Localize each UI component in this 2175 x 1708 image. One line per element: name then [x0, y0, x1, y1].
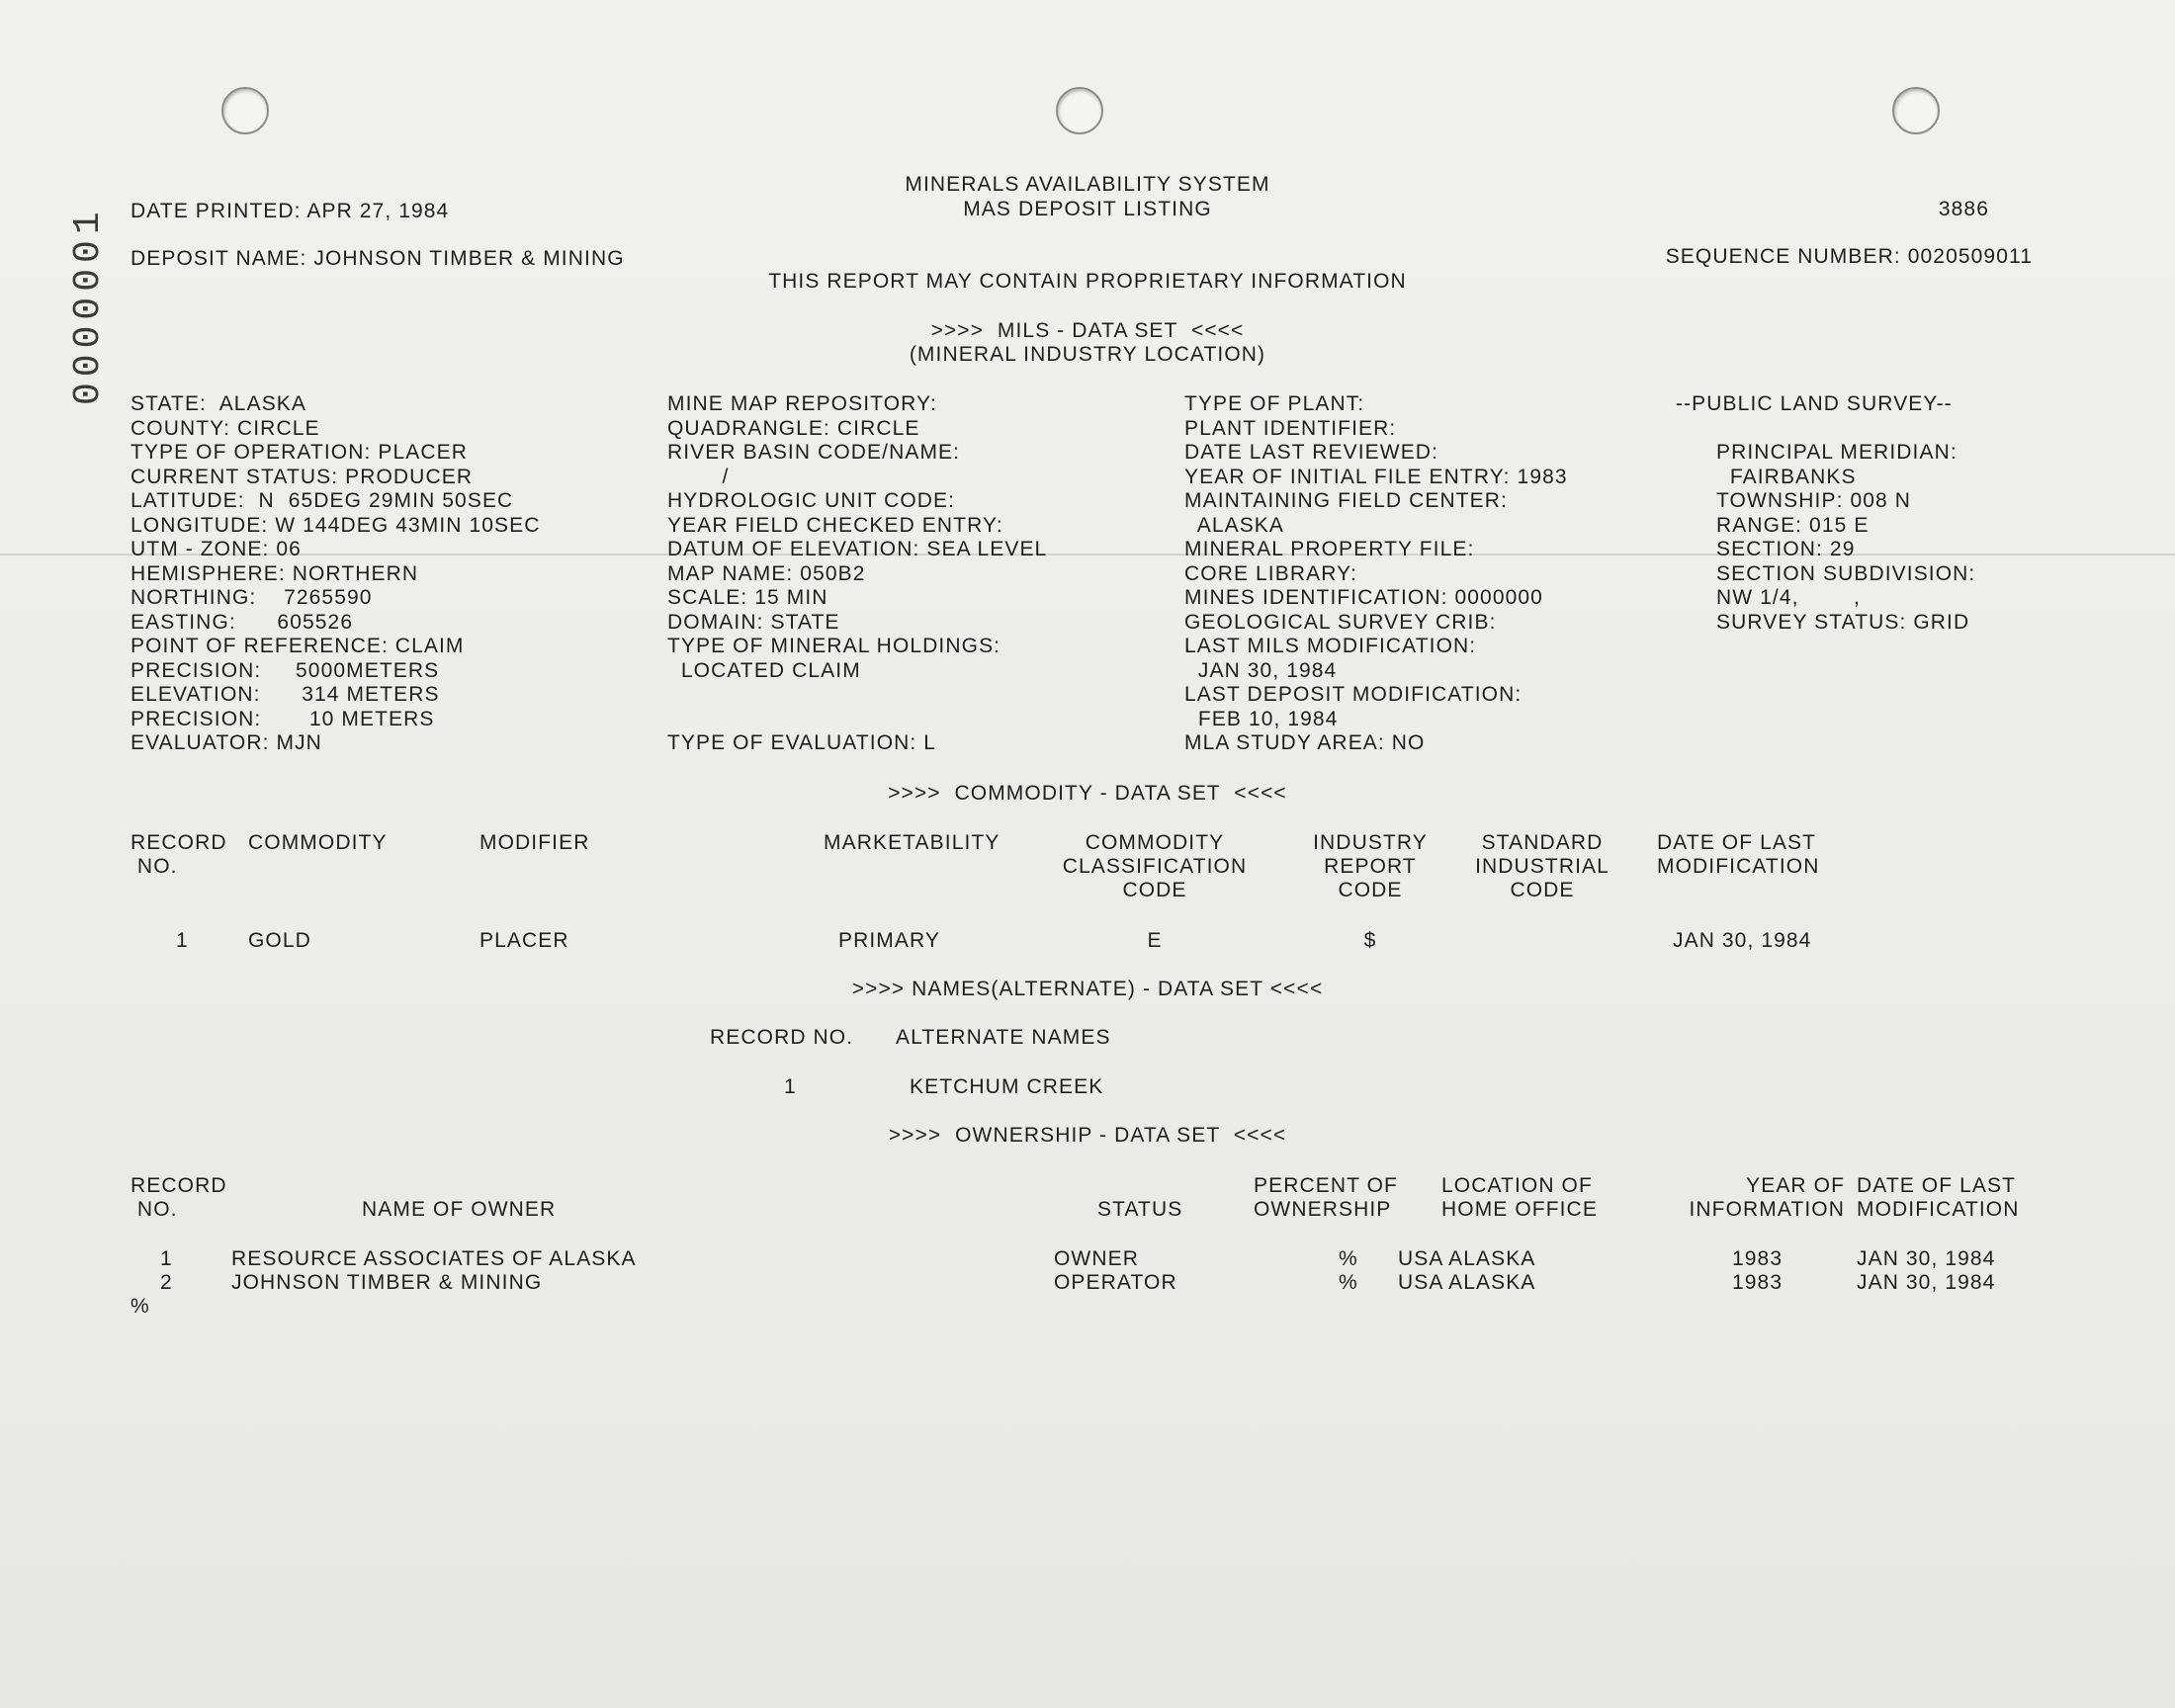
ownership-row-2-status: OPERATOR: [1054, 1271, 1177, 1294]
mils-col3-line: CORE LIBRARY:: [1184, 561, 1357, 585]
names-header-names: ALTERNATE NAMES: [896, 1026, 1111, 1049]
commodity-row-commodity: GOLD: [248, 929, 311, 952]
mils-col1-line: HEMISPHERE: NORTHERN: [130, 561, 419, 585]
mils-col3-line: DATE LAST REVIEWED:: [1184, 441, 1439, 464]
ownership-row-2-record: 2: [160, 1271, 173, 1294]
mils-section-subtitle: (MINERAL INDUSTRY LOCATION): [909, 343, 1266, 366]
commodity-row-marketability: PRIMARY: [838, 929, 940, 952]
mils-col2-line: QUADRANGLE: CIRCLE: [667, 416, 920, 440]
mils-col3-line: MINERAL PROPERTY FILE:: [1184, 538, 1475, 560]
mils-col1-line: COUNTY: CIRCLE: [130, 416, 320, 440]
mils-col1-line: EVALUATOR: MJN: [130, 731, 322, 754]
mils-col2-line: RIVER BASIN CODE/NAME:: [667, 441, 961, 464]
date-printed: DATE PRINTED: APR 27, 1984: [130, 200, 450, 222]
mils-col2-line: HYDROLOGIC UNIT CODE:: [667, 489, 956, 512]
mils-col2-line: TYPE OF MINERAL HOLDINGS:: [667, 635, 1001, 657]
listing-title: MAS DEPOSIT LISTING: [963, 198, 1212, 220]
mils-col4-line: SECTION: 29: [1716, 538, 1856, 560]
commodity-row-record: 1: [176, 929, 189, 952]
commodity-header-record: RECORD NO.: [130, 831, 227, 878]
proprietary-notice: THIS REPORT MAY CONTAIN PROPRIETARY INFORMATION: [768, 270, 1407, 293]
mils-col4-line: PRINCIPAL MERIDIAN:: [1716, 441, 1958, 464]
commodity-header-modifier: MODIFIER: [479, 831, 590, 854]
mils-col1-line: POINT OF REFERENCE: CLAIM: [130, 635, 465, 657]
mils-col3-line: JAN 30, 1984: [1184, 658, 1338, 682]
ownership-header-status: STATUS: [1097, 1198, 1183, 1221]
ownership-row-1-name: RESOURCE ASSOCIATES OF ALASKA: [231, 1247, 637, 1270]
ownership-trailer: %: [130, 1295, 150, 1318]
ownership-row-1-percent: %: [1339, 1247, 1358, 1270]
commodity-header-date: DATE OF LAST MODIFICATION: [1657, 831, 1820, 878]
mils-col2-line: YEAR FIELD CHECKED ENTRY:: [667, 513, 1003, 537]
deposit-name: DEPOSIT NAME: JOHNSON TIMBER & MINING: [130, 247, 625, 270]
commodity-row-industry: $: [1363, 929, 1377, 952]
mils-col1-line: TYPE OF OPERATION: PLACER: [130, 441, 469, 464]
ownership-row-2-date: JAN 30, 1984: [1857, 1271, 1996, 1294]
mils-section-title: >>>> MILS - DATA SET <<<<: [930, 319, 1245, 342]
mils-col2-line: MAP NAME: 050B2: [667, 561, 866, 585]
mils-col1-line: PRECISION: 5000METERS: [130, 658, 440, 682]
mils-col2-line: LOCATED CLAIM: [667, 658, 861, 682]
side-id-number: 0000001: [67, 206, 110, 405]
mils-col2-line: DOMAIN: STATE: [667, 610, 840, 634]
ownership-row-2-percent: %: [1339, 1271, 1358, 1294]
system-title: MINERALS AVAILABILITY SYSTEM: [905, 173, 1270, 196]
punch-hole-center: [1056, 87, 1103, 134]
commodity-section-title: >>>> COMMODITY - DATA SET <<<<: [888, 782, 1287, 805]
ownership-row-2-location: USA ALASKA: [1398, 1271, 1536, 1294]
names-section-title: >>>> NAMES(ALTERNATE) - DATA SET <<<<: [851, 978, 1324, 1000]
ownership-header-name: NAME OF OWNER: [362, 1198, 557, 1221]
mils-col1-line: NORTHING: 7265590: [130, 586, 373, 609]
public-land-survey-title: --PUBLIC LAND SURVEY--: [1676, 392, 1953, 415]
mils-col1-line: LATITUDE: N 65DEG 29MIN 50SEC: [130, 489, 514, 512]
mils-col4-line: FAIRBANKS: [1716, 465, 1857, 488]
commodity-row-modifier: PLACER: [479, 929, 569, 952]
commodity-header-classification: COMMODITY CLASSIFICATION CODE: [1062, 831, 1248, 901]
mils-col2-line: TYPE OF EVALUATION: L: [667, 731, 937, 754]
mils-col2-line: /: [667, 465, 730, 488]
commodity-header-marketability: MARKETABILITY: [824, 831, 1000, 854]
mils-col3-line: GEOLOGICAL SURVEY CRIB:: [1184, 610, 1497, 634]
ownership-row-1-date: JAN 30, 1984: [1857, 1247, 1996, 1270]
mils-col3-line: LAST DEPOSIT MODIFICATION:: [1184, 683, 1522, 706]
commodity-header-commodity: COMMODITY: [248, 831, 388, 854]
names-row-name: KETCHUM CREEK: [910, 1075, 1104, 1098]
ownership-row-1-record: 1: [160, 1247, 173, 1270]
punch-hole-left: [221, 87, 269, 134]
mils-col3-line: MAINTAINING FIELD CENTER:: [1184, 489, 1508, 512]
commodity-row-date: JAN 30, 1984: [1673, 929, 1812, 952]
mils-col1-line: ELEVATION: 314 METERS: [130, 683, 440, 706]
mils-col1-line: CURRENT STATUS: PRODUCER: [130, 465, 474, 488]
ownership-row-1-status: OWNER: [1054, 1247, 1139, 1270]
mils-col1-line: LONGITUDE: W 144DEG 43MIN 10SEC: [130, 513, 541, 537]
commodity-header-industry: INDUSTRY REPORT CODE: [1313, 831, 1428, 901]
ownership-row-1-year: 1983: [1732, 1247, 1784, 1270]
mils-col3-line: FEB 10, 1984: [1184, 707, 1339, 730]
sequence-number: SEQUENCE NUMBER: 0020509011: [1665, 245, 2033, 268]
mils-col4-line: RANGE: 015 E: [1716, 513, 1870, 537]
mils-col4-line: TOWNSHIP: 008 N: [1716, 489, 1911, 512]
page-number: 3886: [1938, 198, 1989, 220]
mils-col2-line: MINE MAP REPOSITORY:: [667, 392, 937, 415]
mils-col4-line: SURVEY STATUS: GRID: [1716, 610, 1970, 634]
commodity-header-standard: STANDARD INDUSTRIAL CODE: [1475, 831, 1610, 901]
mils-col3-line: YEAR OF INITIAL FILE ENTRY: 1983: [1184, 465, 1568, 488]
commodity-row-classification: E: [1147, 929, 1163, 952]
ownership-header-date: DATE OF LAST MODIFICATION: [1857, 1174, 2020, 1221]
punch-hole-right: [1892, 87, 1940, 134]
mils-col1-line: UTM - ZONE: 06: [130, 538, 302, 560]
mils-col2-line: DATUM OF ELEVATION: SEA LEVEL: [667, 538, 1048, 560]
mils-col4-line: NW 1/4, ,: [1716, 586, 1861, 609]
mils-col2-line: SCALE: 15 MIN: [667, 586, 828, 609]
ownership-header-percent: PERCENT OF OWNERSHIP: [1254, 1174, 1398, 1221]
mils-col3-line: LAST MILS MODIFICATION:: [1184, 635, 1477, 657]
mils-col3-line: MINES IDENTIFICATION: 0000000: [1184, 586, 1543, 609]
mils-col3-line: TYPE OF PLANT:: [1184, 392, 1365, 415]
ownership-header-year: YEAR OF INFORMATION: [1689, 1174, 1845, 1221]
ownership-header-location: LOCATION OF HOME OFFICE: [1441, 1174, 1598, 1221]
ownership-row-2-year: 1983: [1732, 1271, 1784, 1294]
mils-col3-line: ALASKA: [1184, 513, 1285, 537]
names-header-record: RECORD NO.: [710, 1026, 854, 1049]
mils-col3-line: MLA STUDY AREA: NO: [1184, 731, 1426, 754]
mils-col4-line: SECTION SUBDIVISION:: [1716, 561, 1976, 585]
ownership-row-2-name: JOHNSON TIMBER & MINING: [231, 1271, 543, 1294]
mils-col1-line: PRECISION: 10 METERS: [130, 707, 435, 730]
ownership-row-1-location: USA ALASKA: [1398, 1247, 1536, 1270]
ownership-section-title: >>>> OWNERSHIP - DATA SET <<<<: [888, 1124, 1287, 1147]
names-row-record: 1: [784, 1075, 797, 1098]
mils-col1-line: EASTING: 605526: [130, 610, 354, 634]
mils-col3-line: PLANT IDENTIFIER:: [1184, 416, 1397, 440]
ownership-header-record: RECORD NO.: [130, 1174, 227, 1221]
mils-col1-line: STATE: ALASKA: [130, 392, 307, 415]
